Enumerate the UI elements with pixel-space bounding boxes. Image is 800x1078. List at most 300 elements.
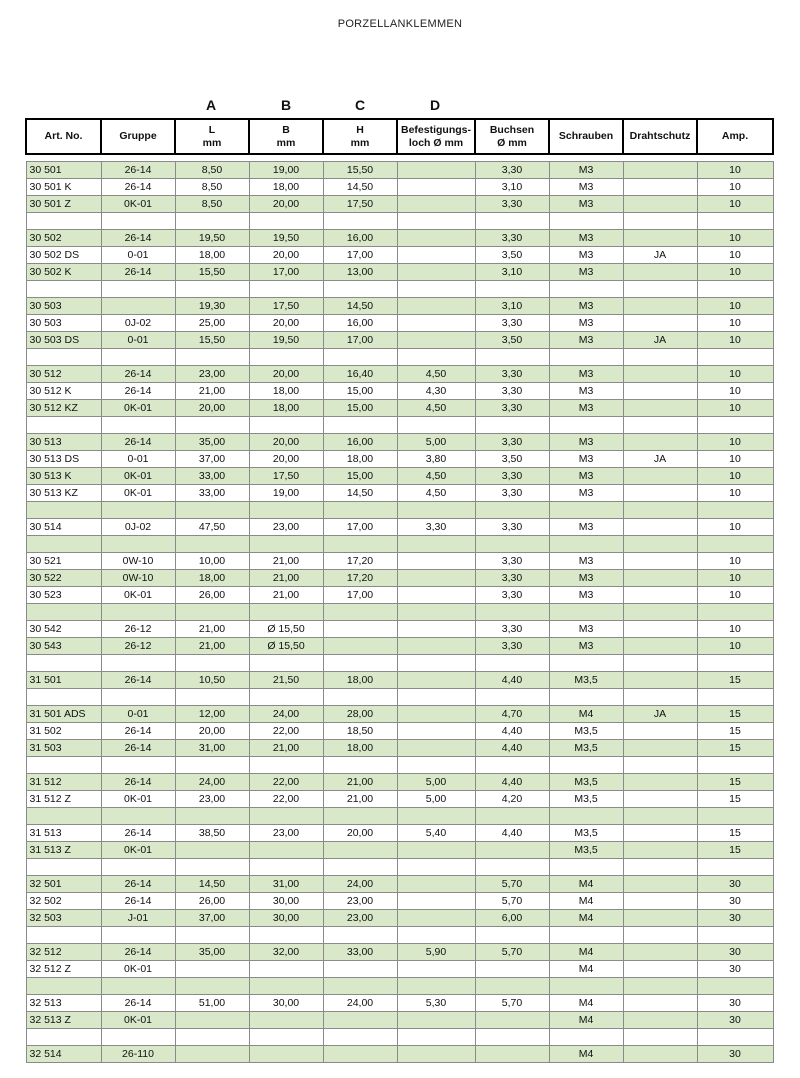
cell-height: [323, 621, 397, 638]
header-socket: [475, 119, 549, 154]
cell-length: 19,30: [175, 298, 249, 315]
cell-socket: 5,70: [475, 995, 549, 1012]
cell-mounting-hole: [397, 349, 475, 366]
cell-wire-protection: [623, 366, 697, 383]
cell-amperage: [697, 536, 773, 553]
table-row: [26, 638, 773, 655]
cell-socket: [475, 1012, 549, 1029]
cell-socket: [475, 978, 549, 995]
cell-length: 18,00: [175, 247, 249, 264]
cell-width: [249, 281, 323, 298]
cell-height: 17,00: [323, 247, 397, 264]
cell-screws: [549, 859, 623, 876]
cell-height: 17,00: [323, 519, 397, 536]
cell-height: 17,00: [323, 587, 397, 604]
cell-wire-protection: [623, 757, 697, 774]
cell-amperage: [697, 213, 773, 230]
cell-wire-protection: [623, 876, 697, 893]
table-row: [26, 910, 773, 927]
cell-screws: M4: [549, 944, 623, 961]
cell-wire-protection: [623, 553, 697, 570]
cell-height: 24,00: [323, 995, 397, 1012]
cell-art-no: 30 522: [26, 570, 101, 587]
cell-art-no: 30 543: [26, 638, 101, 655]
table-row: [26, 723, 773, 740]
header-label: Buchsen: [489, 123, 535, 136]
table-row: [26, 621, 773, 638]
header-screws: [549, 119, 623, 154]
cell-amperage: 15: [697, 774, 773, 791]
cell-gruppe: [101, 978, 175, 995]
cell-amperage: 15: [697, 672, 773, 689]
cell-screws: M4: [549, 961, 623, 978]
cell-mounting-hole: 5,90: [397, 944, 475, 961]
table-row: [26, 944, 773, 961]
cell-height: [323, 978, 397, 995]
cell-art-no: [26, 689, 101, 706]
cell-art-no: 30 513 KZ: [26, 485, 101, 502]
cell-gruppe: 26-14: [101, 264, 175, 281]
cell-art-no: 31 501: [26, 672, 101, 689]
cell-amperage: 10: [697, 230, 773, 247]
cell-length: 23,00: [175, 791, 249, 808]
cell-gruppe: [101, 502, 175, 519]
header-label: Schrauben: [558, 130, 614, 142]
cell-length: 24,00: [175, 774, 249, 791]
header-label: Befestigungs-: [400, 123, 471, 136]
cell-screws: M3,5: [549, 723, 623, 740]
cell-length: [175, 757, 249, 774]
cell-art-no: [26, 655, 101, 672]
cell-length: [175, 927, 249, 944]
header-unit: mm: [202, 136, 222, 149]
table-row: [26, 536, 773, 553]
cell-socket: 3,30: [475, 621, 549, 638]
cell-width: [249, 536, 323, 553]
table-row: [26, 281, 773, 298]
header-row: [26, 119, 773, 154]
table-row: [26, 247, 773, 264]
cell-height: [323, 417, 397, 434]
table-row: [26, 230, 773, 247]
cell-wire-protection: [623, 927, 697, 944]
cell-height: 18,50: [323, 723, 397, 740]
cell-amperage: 30: [697, 995, 773, 1012]
cell-mounting-hole: [397, 961, 475, 978]
cell-amperage: 30: [697, 893, 773, 910]
cell-length: 47,50: [175, 519, 249, 536]
table-row: [26, 417, 773, 434]
header-art-no: [26, 119, 101, 154]
cell-width: 32,00: [249, 944, 323, 961]
cell-length: [175, 808, 249, 825]
cell-amperage: 30: [697, 944, 773, 961]
cell-width: [249, 502, 323, 519]
column-letter-c: C: [354, 97, 366, 113]
cell-screws: [549, 655, 623, 672]
cell-screws: M3: [549, 247, 623, 264]
cell-width: 22,00: [249, 723, 323, 740]
cell-socket: [475, 281, 549, 298]
cell-wire-protection: [623, 944, 697, 961]
cell-mounting-hole: [397, 298, 475, 315]
cell-screws: M3: [549, 587, 623, 604]
cell-amperage: 30: [697, 1046, 773, 1063]
cell-wire-protection: [623, 961, 697, 978]
cell-wire-protection: [623, 995, 697, 1012]
cell-screws: M4: [549, 910, 623, 927]
header-unit: loch Ø mm: [408, 136, 464, 149]
cell-wire-protection: [623, 638, 697, 655]
cell-wire-protection: [623, 723, 697, 740]
cell-amperage: 15: [697, 723, 773, 740]
cell-mounting-hole: [397, 978, 475, 995]
cell-socket: [475, 842, 549, 859]
cell-mounting-hole: 4,50: [397, 468, 475, 485]
cell-wire-protection: [623, 689, 697, 706]
cell-art-no: 31 501 ADS: [26, 706, 101, 723]
cell-gruppe: 26-14: [101, 383, 175, 400]
cell-mounting-hole: 5,00: [397, 434, 475, 451]
cell-width: [249, 859, 323, 876]
cell-width: 31,00: [249, 876, 323, 893]
cell-screws: [549, 689, 623, 706]
cell-width: 17,00: [249, 264, 323, 281]
cell-screws: M3: [549, 162, 623, 179]
cell-gruppe: 26-14: [101, 230, 175, 247]
cell-art-no: 30 514: [26, 519, 101, 536]
cell-length: 33,00: [175, 485, 249, 502]
cell-gruppe: 26-14: [101, 825, 175, 842]
header-unit: Ø mm: [497, 136, 527, 149]
cell-socket: [475, 927, 549, 944]
cell-socket: [475, 961, 549, 978]
cell-screws: M3: [549, 434, 623, 451]
cell-width: [249, 417, 323, 434]
table-row: [26, 1046, 773, 1063]
cell-art-no: 30 521: [26, 553, 101, 570]
cell-screws: M3: [549, 638, 623, 655]
cell-gruppe: 0-01: [101, 451, 175, 468]
cell-gruppe: 26-14: [101, 995, 175, 1012]
cell-length: 23,00: [175, 366, 249, 383]
cell-width: [249, 689, 323, 706]
header-label: L: [208, 123, 216, 136]
cell-width: [249, 1012, 323, 1029]
table-row: [26, 332, 773, 349]
cell-amperage: 10: [697, 400, 773, 417]
header-wire-protection: [623, 119, 697, 154]
cell-wire-protection: [623, 162, 697, 179]
cell-gruppe: 26-110: [101, 1046, 175, 1063]
cell-screws: M4: [549, 1046, 623, 1063]
cell-width: 30,00: [249, 995, 323, 1012]
cell-length: 8,50: [175, 196, 249, 213]
cell-width: [249, 842, 323, 859]
cell-socket: [475, 502, 549, 519]
cell-mounting-hole: [397, 927, 475, 944]
table-row: [26, 162, 773, 179]
cell-gruppe: 0K-01: [101, 400, 175, 417]
cell-wire-protection: [623, 400, 697, 417]
table-row: [26, 859, 773, 876]
cell-width: [249, 213, 323, 230]
cell-length: [175, 536, 249, 553]
cell-screws: [549, 1029, 623, 1046]
cell-height: [323, 859, 397, 876]
cell-socket: 3,30: [475, 587, 549, 604]
cell-socket: 3,30: [475, 434, 549, 451]
cell-socket: 3,30: [475, 468, 549, 485]
cell-screws: M3: [549, 570, 623, 587]
cell-gruppe: 0K-01: [101, 196, 175, 213]
cell-height: 18,00: [323, 672, 397, 689]
cell-mounting-hole: [397, 1012, 475, 1029]
cell-wire-protection: [623, 1029, 697, 1046]
cell-height: 28,00: [323, 706, 397, 723]
header-gap-cell: [26, 154, 773, 162]
cell-height: 16,40: [323, 366, 397, 383]
cell-art-no: 32 503: [26, 910, 101, 927]
cell-socket: 3,30: [475, 485, 549, 502]
cell-amperage: 10: [697, 570, 773, 587]
cell-width: [249, 757, 323, 774]
cell-mounting-hole: [397, 672, 475, 689]
header-label: H: [356, 123, 364, 136]
table-row: [26, 196, 773, 213]
column-letter-a: A: [205, 97, 217, 113]
cell-socket: [475, 604, 549, 621]
product-table: [25, 118, 774, 1063]
cell-height: [323, 927, 397, 944]
cell-amperage: 10: [697, 162, 773, 179]
cell-art-no: 30 523: [26, 587, 101, 604]
cell-screws: M3: [549, 230, 623, 247]
cell-screws: M3,5: [549, 791, 623, 808]
cell-height: 21,00: [323, 774, 397, 791]
cell-width: 30,00: [249, 893, 323, 910]
cell-width: [249, 1029, 323, 1046]
cell-screws: [549, 349, 623, 366]
cell-screws: [549, 808, 623, 825]
cell-length: 18,00: [175, 570, 249, 587]
cell-art-no: 30 513: [26, 434, 101, 451]
table-row: [26, 995, 773, 1012]
cell-screws: M3: [549, 179, 623, 196]
cell-width: 20,00: [249, 451, 323, 468]
cell-height: 16,00: [323, 434, 397, 451]
cell-gruppe: 0-01: [101, 706, 175, 723]
cell-gruppe: 0K-01: [101, 468, 175, 485]
cell-socket: 5,70: [475, 944, 549, 961]
cell-wire-protection: [623, 519, 697, 536]
cell-wire-protection: [623, 315, 697, 332]
table-row: [26, 587, 773, 604]
cell-width: 17,50: [249, 468, 323, 485]
cell-amperage: 30: [697, 961, 773, 978]
cell-wire-protection: [623, 774, 697, 791]
cell-art-no: 32 512: [26, 944, 101, 961]
cell-length: 20,00: [175, 723, 249, 740]
cell-mounting-hole: [397, 808, 475, 825]
header-unit: mm: [350, 136, 370, 149]
cell-mounting-hole: [397, 757, 475, 774]
table-row: [26, 808, 773, 825]
cell-wire-protection: [623, 587, 697, 604]
cell-amperage: [697, 502, 773, 519]
cell-width: 24,00: [249, 706, 323, 723]
cell-wire-protection: [623, 213, 697, 230]
cell-width: 21,00: [249, 553, 323, 570]
table-row: [26, 383, 773, 400]
cell-wire-protection: [623, 434, 697, 451]
cell-gruppe: [101, 604, 175, 621]
cell-wire-protection: [623, 1012, 697, 1029]
cell-length: [175, 1029, 249, 1046]
cell-gruppe: 0K-01: [101, 961, 175, 978]
cell-gruppe: [101, 536, 175, 553]
table-row: [26, 791, 773, 808]
cell-width: 23,00: [249, 825, 323, 842]
cell-amperage: 30: [697, 876, 773, 893]
cell-amperage: 10: [697, 179, 773, 196]
cell-gruppe: 0-01: [101, 332, 175, 349]
cell-socket: [475, 536, 549, 553]
cell-length: [175, 349, 249, 366]
cell-wire-protection: [623, 502, 697, 519]
table-row: [26, 570, 773, 587]
cell-gruppe: 26-14: [101, 434, 175, 451]
cell-socket: 4,40: [475, 774, 549, 791]
cell-width: [249, 349, 323, 366]
cell-mounting-hole: 5,00: [397, 774, 475, 791]
cell-mounting-hole: [397, 910, 475, 927]
cell-height: [323, 604, 397, 621]
header-gap: [26, 154, 773, 162]
cell-amperage: [697, 859, 773, 876]
cell-mounting-hole: [397, 162, 475, 179]
cell-art-no: 30 512 KZ: [26, 400, 101, 417]
cell-art-no: 32 502: [26, 893, 101, 910]
cell-mounting-hole: [397, 1029, 475, 1046]
header-unit: mm: [276, 136, 296, 149]
cell-mounting-hole: [397, 621, 475, 638]
header-gruppe: [101, 119, 175, 154]
cell-mounting-hole: [397, 553, 475, 570]
table-row: [26, 179, 773, 196]
cell-screws: M3: [549, 553, 623, 570]
cell-height: [323, 842, 397, 859]
cell-art-no: [26, 808, 101, 825]
cell-amperage: 10: [697, 315, 773, 332]
cell-screws: M3: [549, 332, 623, 349]
cell-gruppe: [101, 213, 175, 230]
cell-socket: 4,20: [475, 791, 549, 808]
cell-mounting-hole: 5,40: [397, 825, 475, 842]
cell-height: [323, 638, 397, 655]
cell-socket: 3,10: [475, 179, 549, 196]
cell-socket: 5,70: [475, 893, 549, 910]
cell-art-no: 32 513 Z: [26, 1012, 101, 1029]
cell-art-no: 32 514: [26, 1046, 101, 1063]
cell-amperage: 10: [697, 247, 773, 264]
cell-mounting-hole: 4,50: [397, 366, 475, 383]
cell-wire-protection: [623, 740, 697, 757]
cell-socket: 3,30: [475, 230, 549, 247]
cell-amperage: [697, 281, 773, 298]
cell-wire-protection: [623, 604, 697, 621]
cell-amperage: [697, 927, 773, 944]
header-label: Gruppe: [119, 130, 157, 142]
cell-length: 31,00: [175, 740, 249, 757]
cell-mounting-hole: [397, 893, 475, 910]
table-row: [26, 349, 773, 366]
cell-mounting-hole: [397, 706, 475, 723]
cell-gruppe: 26-14: [101, 162, 175, 179]
cell-amperage: 10: [697, 434, 773, 451]
table-row: [26, 842, 773, 859]
table-row: [26, 553, 773, 570]
cell-art-no: [26, 757, 101, 774]
table-row: [26, 502, 773, 519]
cell-screws: M3,5: [549, 774, 623, 791]
cell-mounting-hole: [397, 689, 475, 706]
cell-screws: M3: [549, 468, 623, 485]
cell-wire-protection: JA: [623, 247, 697, 264]
cell-gruppe: 26-14: [101, 723, 175, 740]
cell-width: [249, 961, 323, 978]
cell-length: [175, 502, 249, 519]
cell-amperage: 30: [697, 1012, 773, 1029]
cell-length: 33,00: [175, 468, 249, 485]
table-row: [26, 485, 773, 502]
cell-art-no: 32 513: [26, 995, 101, 1012]
cell-art-no: [26, 927, 101, 944]
cell-length: 37,00: [175, 451, 249, 468]
cell-length: [175, 1012, 249, 1029]
table-row: [26, 689, 773, 706]
cell-socket: 3,10: [475, 298, 549, 315]
cell-socket: 5,70: [475, 876, 549, 893]
cell-gruppe: 0K-01: [101, 791, 175, 808]
cell-screws: [549, 213, 623, 230]
cell-length: 21,00: [175, 638, 249, 655]
cell-art-no: [26, 978, 101, 995]
table-row: [26, 655, 773, 672]
cell-screws: M4: [549, 893, 623, 910]
cell-mounting-hole: [397, 604, 475, 621]
cell-art-no: 30 501: [26, 162, 101, 179]
cell-gruppe: [101, 298, 175, 315]
cell-length: 12,00: [175, 706, 249, 723]
cell-wire-protection: [623, 791, 697, 808]
cell-mounting-hole: [397, 740, 475, 757]
header-label: Amp.: [721, 130, 749, 142]
cell-length: 38,50: [175, 825, 249, 842]
cell-art-no: 32 501: [26, 876, 101, 893]
table-row: [26, 876, 773, 893]
cell-screws: M4: [549, 1012, 623, 1029]
cell-length: [175, 417, 249, 434]
cell-amperage: [697, 1029, 773, 1046]
cell-art-no: [26, 859, 101, 876]
cell-wire-protection: [623, 485, 697, 502]
cell-mounting-hole: 5,30: [397, 995, 475, 1012]
table-row: [26, 757, 773, 774]
cell-gruppe: 0K-01: [101, 485, 175, 502]
cell-length: 20,00: [175, 400, 249, 417]
cell-wire-protection: [623, 910, 697, 927]
